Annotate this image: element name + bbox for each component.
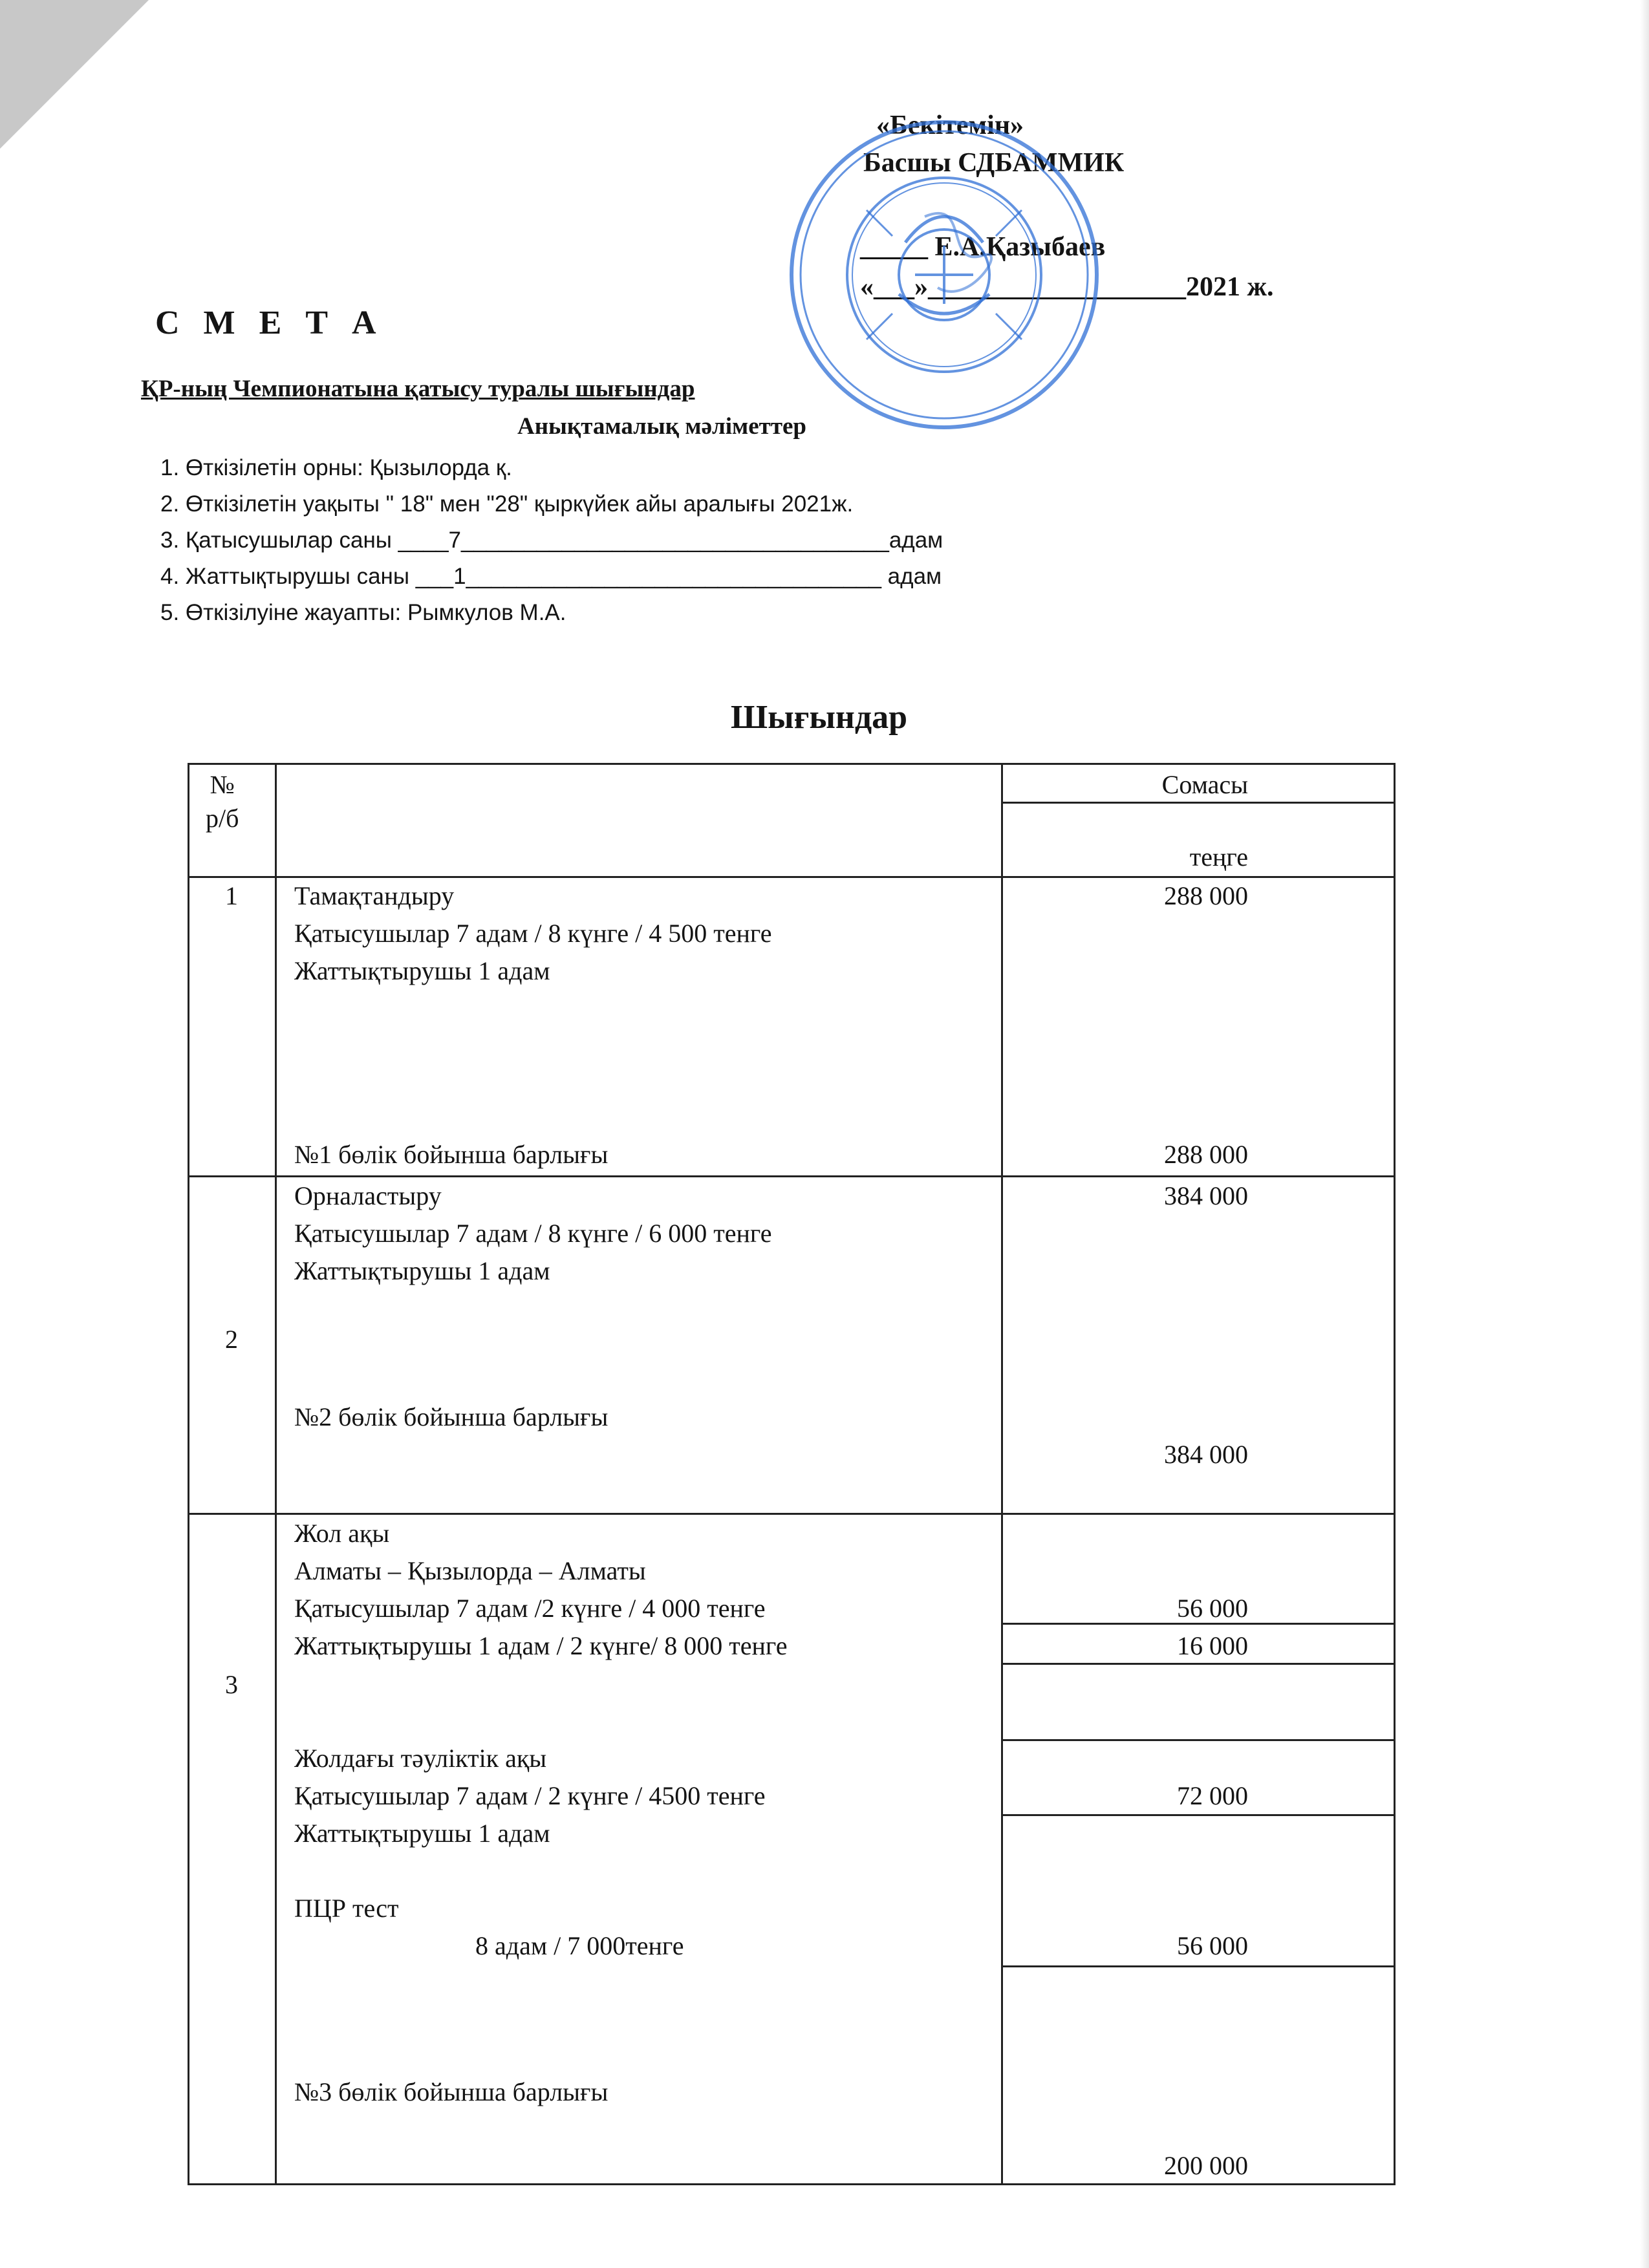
section3-subtitle: Жолдағы тәуліктік ақы — [294, 1744, 547, 1773]
approval-date: «___»___________________2021 ж. — [860, 272, 1274, 302]
section1-title: Тамақтандыру — [294, 881, 455, 910]
section1-line: Қатысушылар 7 адам / 8 күнге / 4 500 тенге — [294, 919, 772, 948]
info-line-responsible: 5. Өткізілуіне жауапты: Рымкулов М.А. — [160, 600, 566, 625]
section2-line: Қатысушылар 7 адам / 8 күнге / 6 000 тенге — [294, 1219, 772, 1248]
section3-title: Жол ақы — [294, 1519, 390, 1548]
approver-position: Басшы СДБАММИК — [863, 148, 1125, 178]
section1-amount: 288 000 — [1164, 881, 1248, 910]
approver-name: _____ Е.А.Қазыбаев — [860, 232, 1106, 262]
section3-line: Алматы – Қызылорда – Алматы — [294, 1556, 646, 1585]
row-number-1: 1 — [225, 881, 238, 910]
section1-total-label: №1 бөлік бойынша барлығы — [294, 1140, 609, 1169]
info-line-dates: 2. Өткізілетін уақыты " 18" мен "28" қыркүйек айы аралығы 2021ж. — [160, 491, 854, 517]
approval-label: «Бекітемін» — [876, 111, 1024, 140]
scan-shadow — [0, 0, 149, 149]
document-title: С М Е Т А — [155, 305, 384, 341]
expenses-heading: Шығындар — [731, 699, 908, 736]
row-number-3: 3 — [225, 1670, 238, 1699]
section3-line: Қатысушылар 7 адам /2 күнге / 4 000 тенге — [294, 1594, 766, 1623]
header-currency: теңге — [1189, 842, 1248, 872]
section3-line: 8 адам / 7 000тенге — [475, 1931, 684, 1960]
section3-amount: 16 000 — [1177, 1631, 1248, 1660]
section1-line: Жаттықтырушы 1 адам — [294, 956, 550, 985]
section3-subtitle: ПЦР тест — [294, 1894, 399, 1923]
section3-amount: 56 000 — [1177, 1594, 1248, 1623]
header-number: № р/б — [206, 770, 239, 833]
section2-amount: 384 000 — [1164, 1181, 1248, 1210]
section3-line: Жаттықтырушы 1 адам — [294, 1819, 550, 1848]
section3-line: Жаттықтырушы 1 адам / 2 күнге/ 8 000 тенге — [294, 1631, 788, 1660]
section3-amount: 56 000 — [1177, 1931, 1248, 1960]
section2-total: 384 000 — [1164, 1440, 1248, 1469]
section2-total-label: №2 бөлік бойынша барлығы — [294, 1402, 609, 1431]
section3-total-label: №3 бөлік бойынша барлығы — [294, 2077, 609, 2106]
section3-line: Қатысушылар 7 адам / 2 күнге / 4500 тенге — [294, 1781, 766, 1810]
official-seal-icon — [776, 113, 1112, 436]
scan-edge — [1640, 0, 1649, 2268]
reference-heading: Анықтамалық мәліметтер — [517, 413, 806, 440]
section3-total: 200 000 — [1164, 2151, 1248, 2180]
info-line-coaches: 4. Жаттықтырушы саны ___1_________________________________ адам — [160, 564, 942, 589]
section2-title: Орналастыру — [294, 1181, 442, 1210]
header-amount: Сомасы — [1161, 770, 1248, 799]
section2-line: Жаттықтырушы 1 адам — [294, 1256, 550, 1285]
section1-total: 288 000 — [1164, 1140, 1248, 1169]
section3-amount: 72 000 — [1177, 1781, 1248, 1810]
info-line-participants: 3. Қатысушылар саны ____7__________________________________адам — [160, 528, 943, 553]
document-subtitle: ҚР-ның Чемпионатына қатысу туралы шығындар — [141, 376, 695, 402]
row-number-2: 2 — [225, 1325, 238, 1354]
info-line-venue: 1. Өткізілетін орны: Қызылорда қ. — [160, 455, 512, 480]
